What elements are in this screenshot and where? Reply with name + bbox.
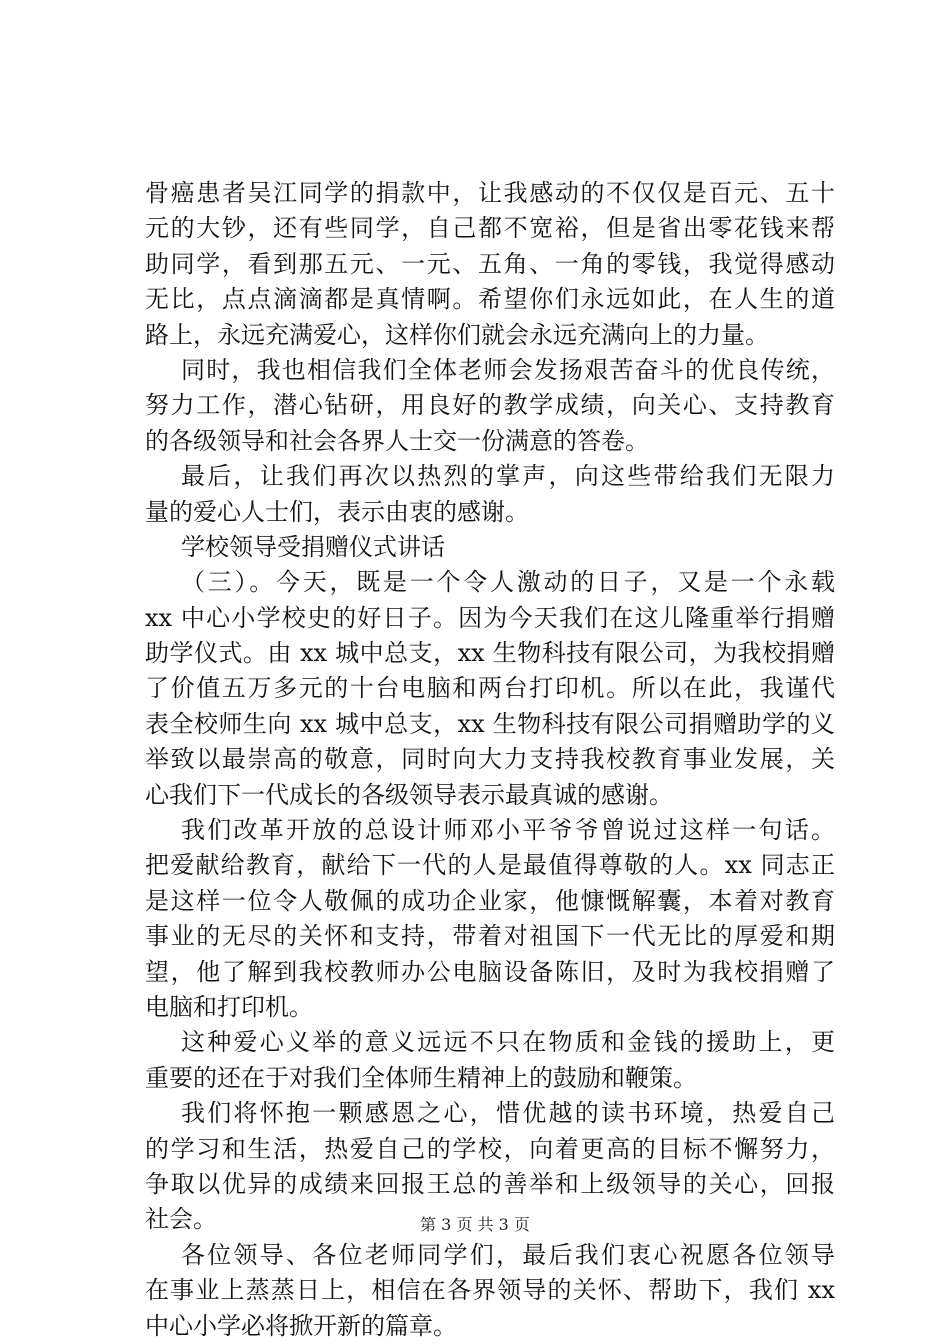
- text-line: 量的爱心人士们，表示由衷的感谢。: [145, 497, 529, 526]
- text-line: 事业的无尽的关怀和支持，带着对祖国下一代无比的厚爱和期: [145, 922, 835, 951]
- text-line: 是这样一位令人敬佩的成功企业家，他慷慨解囊，本着对教育: [145, 886, 835, 915]
- text-line: 的各级领导和社会各界人士交一份满意的答卷。: [145, 426, 649, 455]
- text-line: 元的大钞，还有些同学，自己都不宽裕，但是省出零花钱来帮: [145, 214, 835, 243]
- paragraph-start-line: 这种爱心义举的意义远远不只在物质和金钱的援助上，更: [181, 1028, 835, 1057]
- document-body: [145, 176, 835, 1344]
- paragraph-start-line: 各位领导、各位老师同学们，最后我们衷心祝愿各位领导: [181, 1240, 835, 1269]
- text-line: 的学习和生活，热爱自己的学校，向着更高的目标不懈努力，: [145, 1134, 835, 1163]
- text-line: 把爱献给教育，献给下一代的人是最值得尊敬的人。xx 同志正: [145, 851, 835, 880]
- text-line: 中心小学必将掀开新的篇章。: [145, 1311, 457, 1340]
- text-line: 无比，点点滴滴都是真情啊。希望你们永远如此，在人生的道: [145, 285, 835, 314]
- text-line: 在事业上蒸蒸日上，相信在各界领导的关怀、帮助下，我们 xx: [145, 1276, 835, 1305]
- paragraph-start-line: （三）。今天，既是一个令人激动的日子，又是一个永载: [181, 568, 835, 597]
- paragraph-start-line: 我们将怀抱一颗感恩之心，惜优越的读书环境，热爱自己: [181, 1099, 835, 1128]
- text-line: 表全校师生向 xx 城中总支，xx 生物科技有限公司捐赠助学的义: [145, 709, 835, 738]
- text-line: 努力工作，潜心钻研，用良好的教学成绩，向关心、支持教育: [145, 391, 835, 420]
- text-line: 电脑和打印机。: [145, 992, 313, 1021]
- paragraph-start-line: 同时，我也相信我们全体老师会发扬艰苦奋斗的优良传统，: [181, 355, 835, 384]
- text-line: 骨癌患者吴江同学的捐款中，让我感动的不仅仅是百元、五十: [145, 179, 835, 207]
- paragraph-start-line: 最后，让我们再次以热烈的掌声，向这些带给我们无限力: [181, 462, 835, 491]
- section-heading: 学校领导受捐赠仪式讲话: [181, 532, 445, 561]
- text-line: 重要的还在于对我们全体师生精神上的鼓励和鞭策。: [145, 1063, 697, 1092]
- page-number-footer: 第 3 页 共 3 页: [420, 1215, 530, 1234]
- text-line: 望，他了解到我校教师办公电脑设备陈旧，及时为我校捐赠了: [145, 957, 835, 986]
- text-line: 路上，永远充满爱心，这样你们就会永远充满向上的力量。: [145, 320, 769, 349]
- text-line: 举致以最崇高的敬意，同时向大力支持我校教育事业发展，关: [145, 745, 835, 774]
- text-line: 了价值五万多元的十台电脑和两台打印机。所以在此，我谨代: [145, 674, 835, 703]
- text-line: 社会。: [145, 1205, 217, 1234]
- text-line: 助同学，看到那五元、一元、五角、一角的零钱，我觉得感动: [145, 249, 835, 278]
- paragraph-start-line: 我们改革开放的总设计师邓小平爷爷曾说过这样一句话。: [181, 816, 835, 845]
- text-line: 助学仪式。由 xx 城中总支，xx 生物科技有限公司，为我校捐赠: [145, 639, 835, 668]
- text-line: xx 中心小学校史的好日子。因为今天我们在这儿隆重举行捐赠: [145, 603, 835, 632]
- text-line: 争取以优异的成绩来回报王总的善举和上级领导的关心，回报: [145, 1169, 835, 1198]
- text-line: 心我们下一代成长的各级领导表示最真诚的感谢。: [145, 780, 673, 809]
